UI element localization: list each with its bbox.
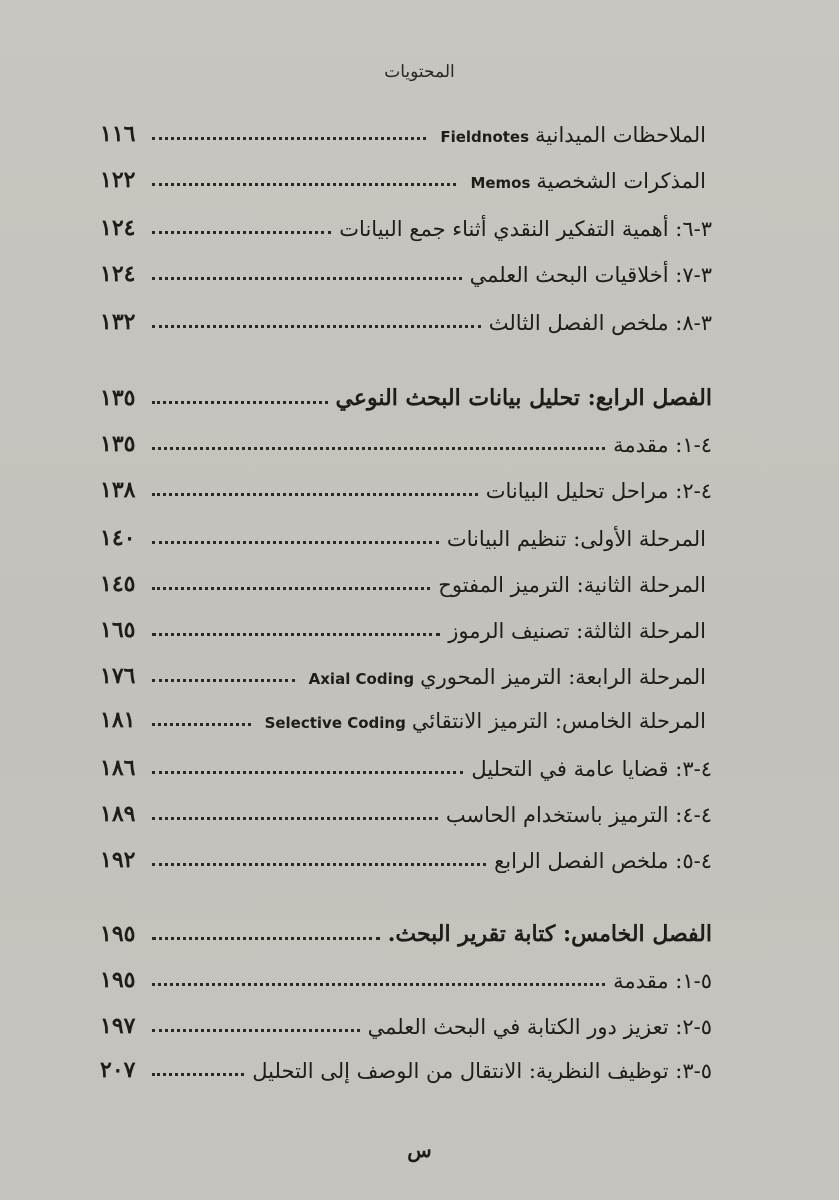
toc-entry	[100, 202, 712, 242]
toc-page-number: ١٩٥	[100, 966, 136, 993]
toc-entry-title: المذكرات الشخصيةMemos	[470, 168, 706, 193]
toc-page-number: ١٣٥	[100, 384, 136, 411]
toc-page-number: ١٢٤	[100, 260, 136, 287]
dot-leader	[152, 325, 481, 328]
toc-entry-title: المرحلة الثالثة: تصنيف الرموز	[448, 618, 706, 643]
toc-entry	[100, 742, 712, 782]
toc-page-number: ١٩٢	[100, 846, 136, 873]
toc-entry-title: ٣-٨: ملخص الفصل الثالث	[488, 310, 712, 335]
toc-entry	[100, 296, 712, 336]
toc-entry-title: ٤-٥: ملخص الفصل الرابع	[494, 848, 712, 873]
toc-entry-title: ٤-٤: الترميز باستخدام الحاسب	[445, 802, 712, 827]
toc-page-number: ١٣٥	[100, 430, 136, 457]
toc-page-number: ١٧٦	[100, 662, 136, 689]
toc-entry	[100, 108, 706, 148]
dot-leader	[152, 277, 462, 280]
toc-entry-title: المرحلة الرابعة: الترميز المحوريAxial Coding	[308, 664, 706, 689]
toc-entry-title: المرحلة الثانية: الترميز المفتوح	[438, 572, 706, 597]
toc-entry	[100, 512, 706, 552]
toc-page-number: ١٣٢	[100, 308, 136, 335]
toc-entry-title: المرحلة الخامس: الترميز الانتقائيSelective Coding	[264, 708, 706, 733]
dot-leader	[152, 771, 463, 774]
dot-leader	[152, 817, 438, 820]
dot-leader	[152, 541, 439, 544]
dot-leader	[152, 679, 295, 682]
toc-entry	[100, 694, 706, 734]
dot-leader	[152, 447, 605, 450]
toc-chapter-heading	[100, 372, 712, 412]
toc-page-number: ٢٠٧	[100, 1056, 136, 1083]
toc-entry	[100, 954, 712, 994]
toc-entry-title: ٣-٧: أخلاقيات البحث العلمي	[469, 262, 712, 287]
dot-leader	[152, 137, 426, 140]
dot-leader	[152, 231, 331, 234]
toc-entry-title: ٥-٣: توظيف النظرية: الانتقال من الوصف إلى التحليل	[252, 1058, 712, 1083]
toc-entry-title: ٣-٦: أهمية التفكير النقدي أثناء جمع البيانات	[339, 216, 712, 241]
toc-entry	[100, 650, 706, 690]
toc-page-number: ١٨١	[100, 706, 136, 733]
dot-leader	[152, 983, 605, 986]
toc-entry	[100, 834, 712, 874]
toc-page-number: ١٨٦	[100, 754, 136, 781]
toc-entry	[100, 248, 712, 288]
toc-entry	[100, 154, 706, 194]
toc-entry-title: الفصل الخامس: كتابة تقرير البحث.	[387, 920, 712, 947]
running-head: المحتويات	[384, 62, 455, 82]
toc-entry-title: الفصل الرابع: تحليل بيانات البحث النوعي	[335, 384, 712, 411]
toc-entry-title: ٤-٢: مراحل تحليل البيانات	[485, 478, 712, 503]
toc-entry-title: ٥-٢: تعزيز دور الكتابة في البحث العلمي	[367, 1014, 712, 1039]
dot-leader	[152, 863, 486, 866]
toc-page-number: ١٩٥	[100, 920, 136, 947]
toc-entry	[100, 418, 712, 458]
dot-leader	[152, 633, 440, 636]
toc-entry-title: الملاحظات الميدانيةFieldnotes	[440, 122, 706, 147]
dot-leader	[152, 587, 430, 590]
toc-entry	[100, 604, 706, 644]
dot-leader	[152, 937, 380, 940]
dot-leader	[152, 183, 456, 186]
toc-page-number: ١١٦	[100, 120, 136, 147]
toc-entry-title: ٥-١: مقدمة	[613, 968, 712, 993]
toc-page-number: ١٢٢	[100, 166, 136, 193]
toc-entry-title: ٤-٣: قضايا عامة في التحليل	[471, 756, 712, 781]
toc-page-number: ١٩٧	[100, 1012, 136, 1039]
toc-page-number: ١٢٤	[100, 214, 136, 241]
toc-entry	[100, 788, 712, 828]
dot-leader	[152, 723, 251, 726]
dot-leader	[152, 1073, 244, 1076]
dot-leader	[152, 401, 328, 404]
toc-entry	[100, 558, 706, 598]
toc-page-number: ١٨٩	[100, 800, 136, 827]
dot-leader	[152, 493, 478, 496]
toc-chapter-heading	[100, 908, 712, 948]
toc-entry-title: المرحلة الأولى: تنظيم البيانات	[446, 526, 706, 551]
dot-leader	[152, 1029, 360, 1032]
toc-page-number: ١٤٥	[100, 570, 136, 597]
toc-entry-title: ٤-١: مقدمة	[613, 432, 712, 457]
toc-page-number: ١٤٠	[100, 524, 136, 551]
toc-page-number: ١٦٥	[100, 616, 136, 643]
toc-entry	[100, 1000, 712, 1040]
toc-page-number: ١٣٨	[100, 476, 136, 503]
toc-entry	[100, 1044, 712, 1084]
page-number: س	[407, 1138, 432, 1162]
toc-entry	[100, 464, 712, 504]
